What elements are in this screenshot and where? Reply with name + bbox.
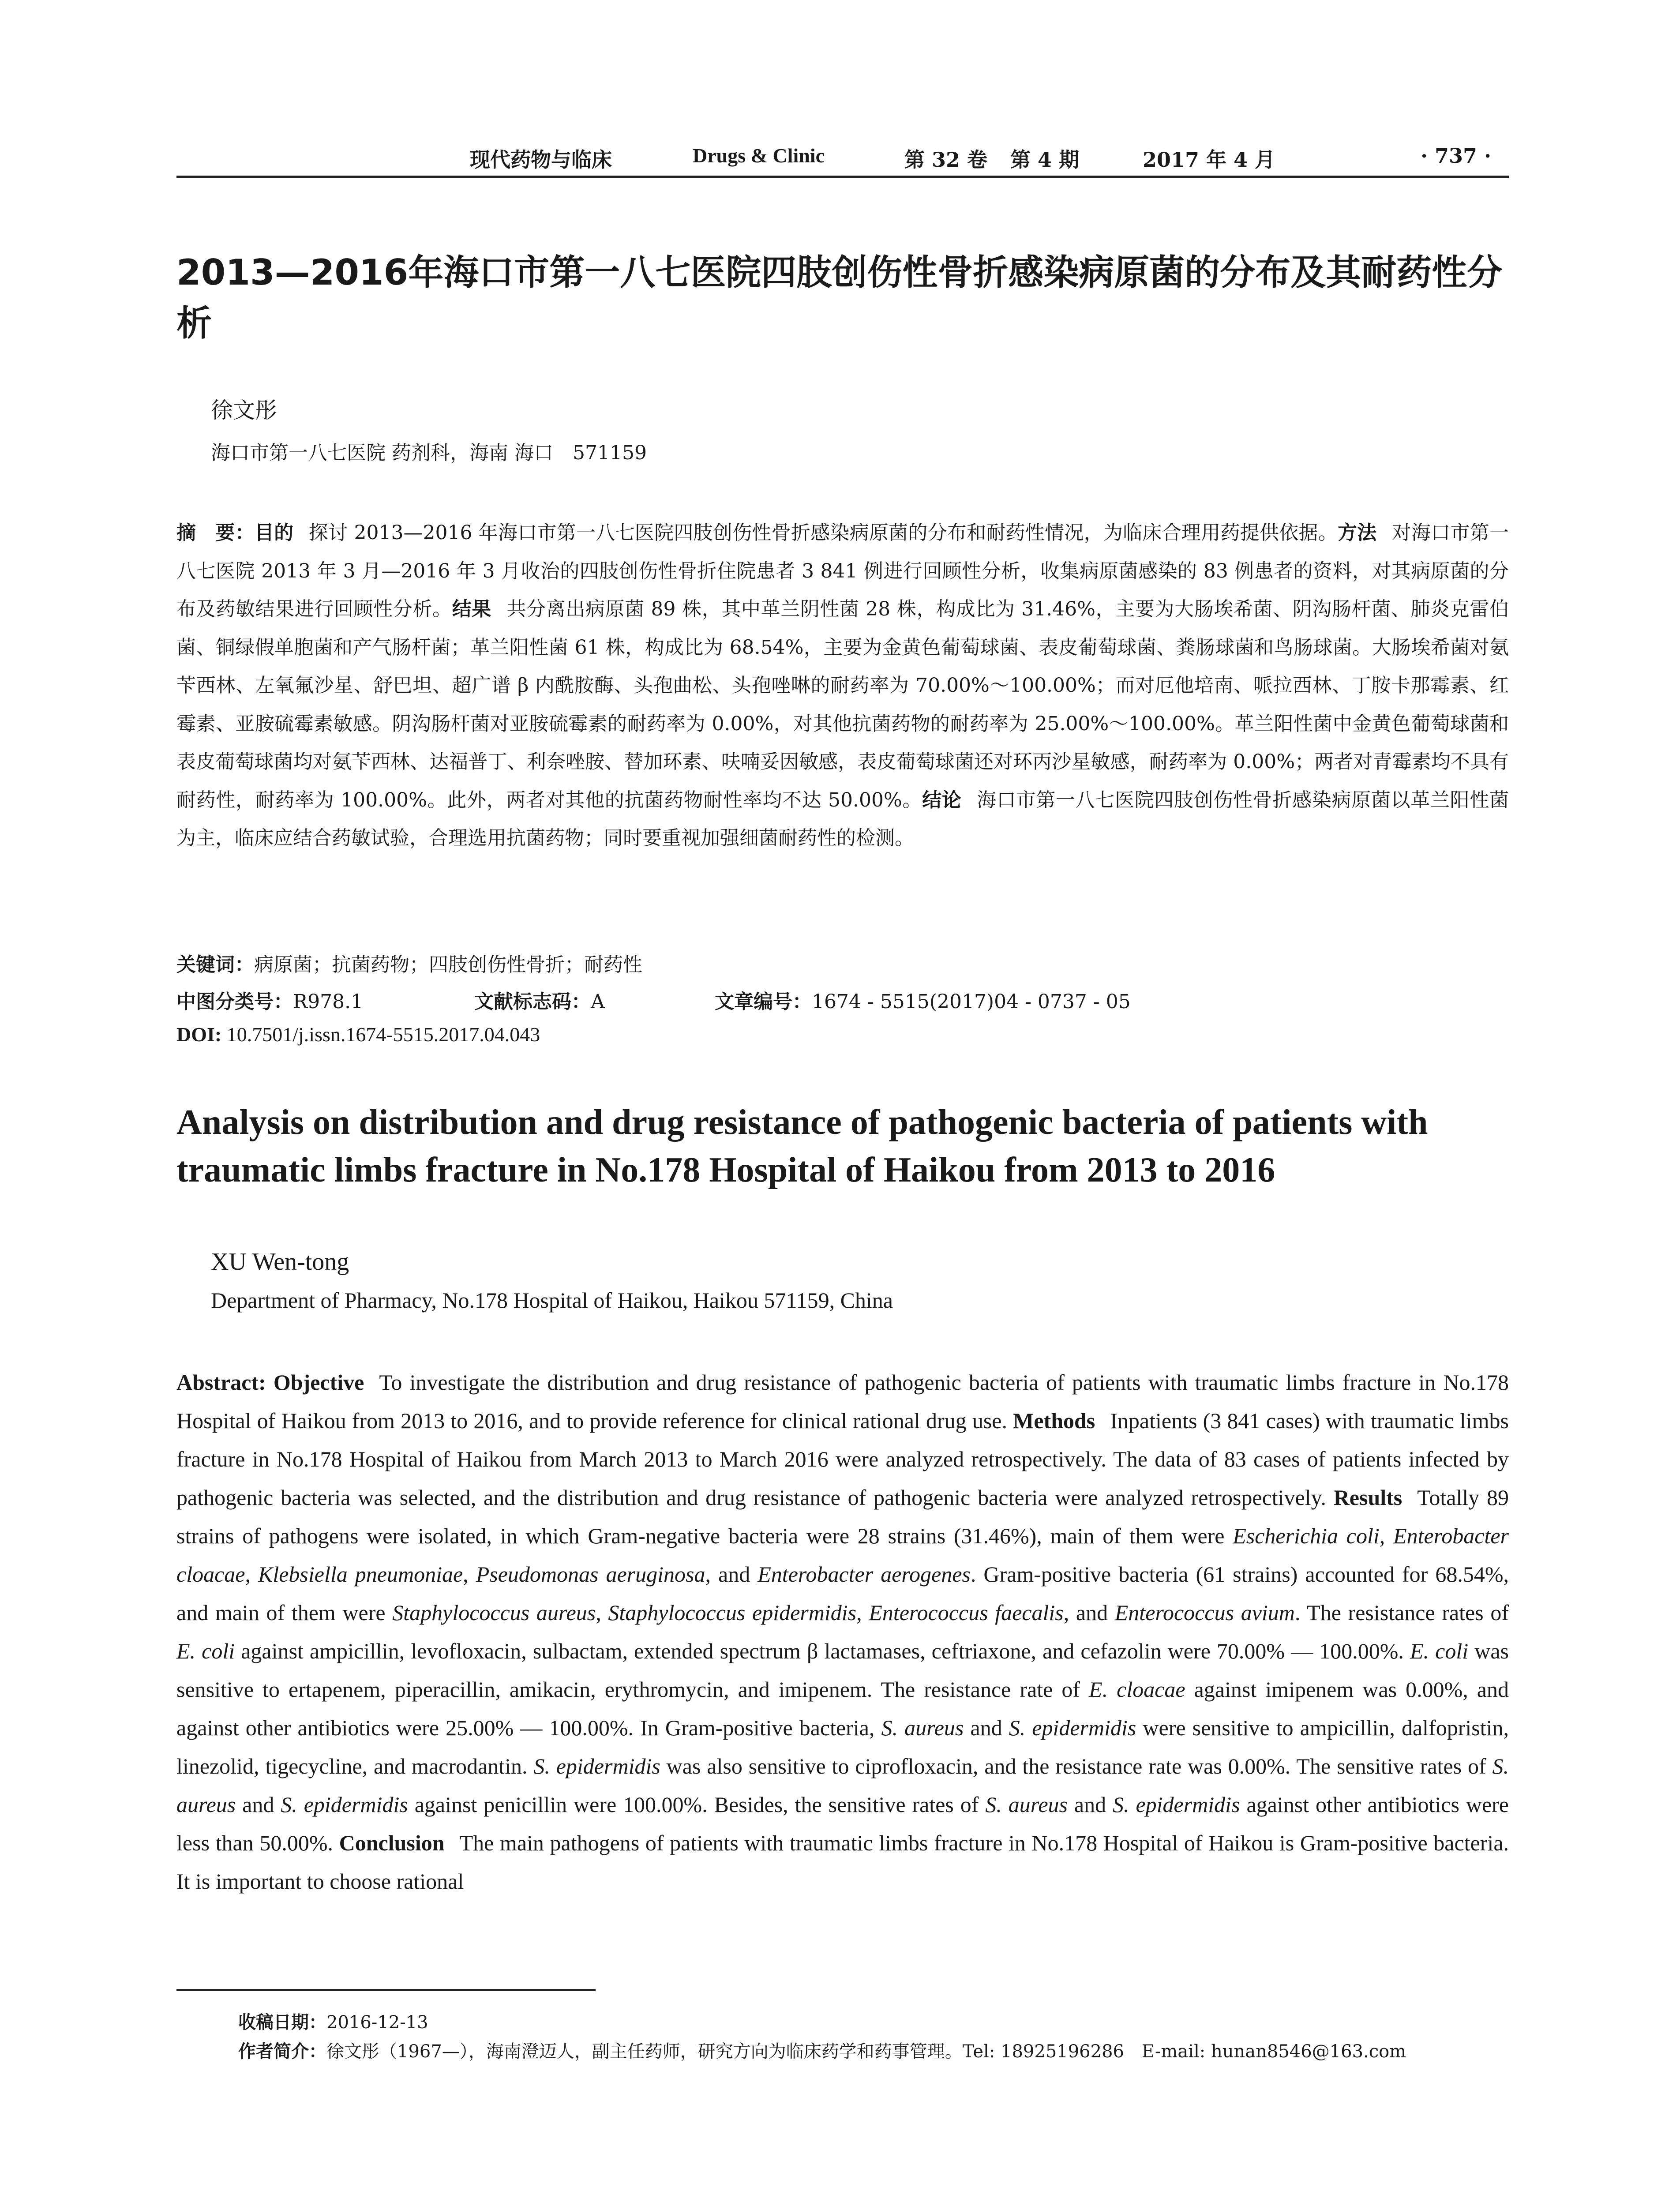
conclusion-text-cn: 海口市第一八七医院四肢创伤性骨折感染病原菌以革兰阳性菌为主，临床应结合药敏试验，合理选用抗菌药物；同时要重视加强细菌耐药性的检测。 [176,788,1509,849]
species-name: Escherichia coli [1233,1523,1380,1548]
article-number: 1674 - 5515(2017)04 - 0737 - 05 [812,990,1131,1013]
species-name: Enterococcus faecalis [869,1600,1064,1625]
species-name: S. epidermidis [533,1754,660,1778]
species-name: Staphylococcus aureus [392,1600,596,1625]
results-text: , and [705,1562,758,1587]
species-name: Pseudomonas aeruginosa [476,1562,705,1587]
results-text-cn: 共分离出病原菌 89 株，其中革兰阴性菌 28 株，构成比为 31.46%，主要为大肠埃希菌、阴沟肠杆菌、肺炎克雷伯菌、铜绿假单胞菌和产气肠杆菌；革兰阳性菌 61 株，构成比为 68.54%，主要为金黄色葡萄球菌、表皮葡萄球菌、粪肠球菌和鸟肠球菌。大肠埃希菌对氨苄西林、左氧氟沙星、舒巴坦、超广谱 β 内酰胺酶、头孢曲松、头孢唑啉的耐药率为 70.00%～100.00%；而对厄他培南、哌拉西林、丁胺卡那霉素、红霉素、亚胺硫霉素敏感。阴沟肠杆菌对亚胺硫霉素的耐药率为 0.00%，对其他抗菌药物的耐药率为 25.00%～100.00%。革兰阳性菌中金黄色葡萄球菌和表皮葡萄球菌均对氨苄西林、达福普丁、利奈唑胺、替加环素、呋喃妥因敏感，表皮葡萄球菌还对环丙沙星敏感，耐药率为 0.00%；两者对青霉素均不具有耐药性，耐药率为 100.00%。此外，两者对其他的抗菌药物耐性率均不达 50.00%。 [176,598,1509,811]
results-text: against imipenem was 0.00%, and against other antibiotics were 25.00% — 100.00%. In Gram-positive bacteria, [176,1677,1509,1740]
footnote-author-bio [238,2037,1406,2063]
clc-number: R978.1 [293,990,364,1013]
abstract-cn [176,514,1509,858]
conclusion-label-en: Conclusion [339,1831,445,1855]
journal-name-en: Drugs & Clinic [693,144,825,167]
affiliation-en: Department of Pharmacy, No.178 Hospital of Haikou, Haikou 571159, China [211,1288,893,1313]
results-text: , [1379,1523,1394,1548]
keywords-cn: 病原菌；抗菌药物；四肢创伤性骨折；耐药性 [254,953,642,976]
abstract-label-en: Abstract: [176,1370,266,1395]
results-text: and [964,1715,1009,1740]
methods-label-en: Methods [1013,1408,1095,1433]
results-text: and [236,1792,281,1817]
species-name: E. coli [176,1639,235,1663]
author-en: XU Wen-tong [211,1248,349,1276]
bio-text: 徐文彤（1967—），海南澄迈人，副主任药师，研究方向为临床药学和药事管理。Tel: 18925196286 E-mail: hunan8546@163.com [326,2041,1406,2062]
results-text: , [463,1562,476,1587]
journal-volume: 第 32 卷 [904,148,988,172]
methods-text-cn: 对海口市第一八七医院 2013 年 3 月—2016 年 3 月收治的四肢创伤性骨折住院患者 3 841 例进行回顾性分析，收集病原菌感染的 83 例患者的资料，对其病原菌的分布及药敏结果进行回顾性分析。 [176,521,1509,620]
results-text: against other antibiotics were less than 50.00%. [176,1792,1509,1855]
objective-text-cn: 探讨 2013—2016 年海口市第一八七医院四肢创伤性骨折感染病原菌的分布和耐药性情况，为临床合理用药提供依据。 [308,521,1338,544]
journal-name-cn: 现代药物与临床 [470,148,612,172]
results-label-cn: 结果 [452,598,491,620]
methods-label-cn: 方法 [1337,521,1377,544]
bio-label: 作者简介： [238,2041,326,2062]
results-text: Totally 89 strains of pathogens were isolated, in which Gram-negative bacteria were 28 strains (31.46%), main of them were [176,1485,1509,1548]
doc-code: A [591,990,605,1013]
species-name: S. epidermidis [1009,1715,1136,1740]
results-text: was also sensitive to ciprofloxacin, and the resistance rate was 0.00%. The sensitive rates of [660,1754,1492,1778]
journal-issue: 第 4 期 [1010,148,1080,172]
abstract-label-cn: 摘 要： [176,521,255,544]
conclusion-text-en: The main pathogens of patients with traumatic limbs fracture in No.178 Hospital of Haikou is Gram-positive bacteria. It is important to choose rational [176,1831,1509,1894]
objective-label-cn: 目的 [255,521,294,544]
article-title-en: Analysis on distribution and drug resistance of pathogenic bacteria of patients with traumatic limbs fracture in No.178 Hospital of Haikou from 2013 to 2016 [176,1103,1428,1189]
species-name: Klebsiella pneumoniae [258,1562,463,1587]
methods-text-en: Inpatients (3 841 cases) with traumatic limbs fracture in No.178 Hospital of Haikou from March 2013 to March 2016 were analyzed retrospectively. The data of 83 cases of patients infected by pathogenic bacteria was selected, and the distribution and drug resistance of pathogenic bacteria were analyzed retrospectively. [176,1408,1509,1510]
author-cn: 徐文彤 [211,398,277,423]
footnote-divider [176,1989,596,1991]
species-name: E. cloacae [1089,1677,1185,1702]
results-text: , [245,1562,258,1587]
species-name: Staphylococcus epidermidis [608,1600,857,1625]
running-header [176,140,1509,178]
species-name: S. aureus [985,1792,1068,1817]
doi-line [176,1023,540,1046]
page-number: · 737 · [1421,144,1492,168]
doc-code-label: 文献标志码： [474,990,591,1013]
results-text: . The resistance rates of [1294,1600,1509,1625]
species-name: S. aureus [176,1754,1509,1817]
species-name: Enterobacter cloacae [176,1523,1509,1587]
objective-text-en: To investigate the distribution and drug resistance of pathogenic bacteria of patients with traumatic limbs fracture in No.178 Hospital of Haikou from 2013 to 2016, and to provide reference for clinical rational drug use. [176,1370,1509,1433]
keywords-label-cn: 关键词： [176,953,254,976]
results-text: was sensitive to ertapenem, piperacillin, amikacin, erythromycin, and imipenem. The resistance rate of [176,1639,1509,1702]
results-text: , and [1063,1600,1115,1625]
results-text: . Gram-positive bacteria (61 strains) accounted for 68.54%, and main of them were [176,1562,1509,1625]
results-label-en: Results [1333,1485,1402,1510]
journal-date: 2017 年 4 月 [1143,148,1275,172]
footnote-received [238,2008,428,2033]
results-text: and [1068,1792,1113,1817]
results-text: were sensitive to ampicillin, dalfopristin, linezolid, tigecycline, and macrodantin. [176,1715,1509,1778]
doi-label: DOI: [176,1023,222,1046]
species-name: S. epidermidis [1113,1792,1240,1817]
clc-label: 中图分类号： [176,990,293,1013]
results-text: , [856,1600,869,1625]
received-date: 2016-12-13 [326,2012,428,2033]
results-text: against penicillin were 100.00%. Besides, the sensitive rates of [408,1792,986,1817]
species-name: Enterococcus avium [1114,1600,1295,1625]
received-label: 收稿日期： [238,2012,326,2033]
species-name: Enterobacter aerogenes [758,1562,971,1587]
affiliation-cn: 海口市第一八七医院 药剂科，海南 海口 571159 [211,442,647,464]
keywords-line-cn [176,949,642,977]
abstract-en [176,1363,1509,1901]
article-title-cn: 2013—2016年海口市第一八七医院四肢创伤性骨折感染病原菌的分布及其耐药性分析 [176,252,1503,344]
results-text: against ampicillin, levofloxacin, sulbactam, extended spectrum β lactamases, ceftriaxone, and cefazolin were 70.00% — 100.00%. [235,1639,1410,1663]
species-name: E. coli [1410,1639,1469,1663]
species-name: S. aureus [881,1715,964,1740]
results-text: , [596,1600,608,1625]
conclusion-label-cn: 结论 [922,788,962,811]
species-name: S. epidermidis [281,1792,408,1817]
objective-label-en: Objective [273,1370,364,1395]
article-number-label: 文章编号： [715,990,812,1013]
doi-value: 10.7501/j.issn.1674-5515.2017.04.043 [226,1023,540,1046]
